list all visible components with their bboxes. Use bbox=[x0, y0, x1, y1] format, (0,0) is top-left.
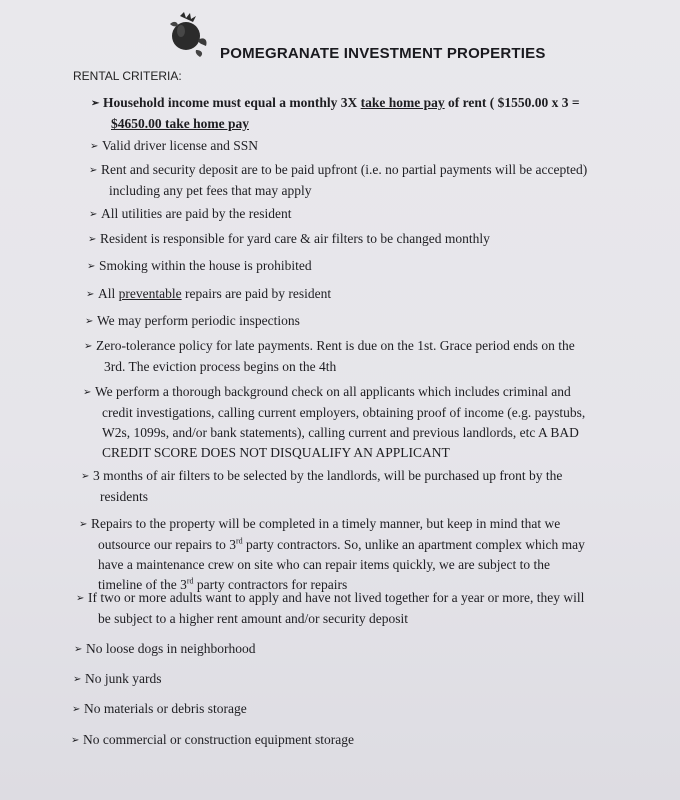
criteria-item: ➢ Rent and security deposit are to be paid upfront (i.e. no partial payments will be accepted) including any pet fees that may apply bbox=[89, 162, 588, 198]
bullet-arrow-icon: ➢ bbox=[89, 165, 98, 176]
criteria-item: ➢ All preventable repairs are paid by resident bbox=[86, 284, 331, 305]
page-title: POMEGRANATE INVESTMENT PROPERTIES bbox=[220, 45, 546, 62]
bullet-arrow-icon: ➢ bbox=[89, 209, 98, 220]
criteria-item: ➢ All utilities are paid by the resident bbox=[89, 204, 291, 225]
criteria-item: ➢ We perform a thorough background check on all applicants which includes criminal and credit investigations, calling current employers, obtaining proof of income (e.g. paystubs, W2s, 1099s, and/or bank statements), calling current and previous landlords, etc A BAD CREDIT SCORE DOES NOT DISQUALIFY AN APPLICANT bbox=[83, 384, 586, 460]
bullet-arrow-icon: ➢ bbox=[86, 289, 95, 300]
bullet-arrow-icon: ➢ bbox=[91, 98, 100, 109]
bullet-arrow-icon: ➢ bbox=[85, 316, 94, 327]
criteria-item: ➢ We may perform periodic inspections bbox=[85, 311, 300, 332]
bullet-arrow-icon: ➢ bbox=[88, 234, 97, 245]
criteria-item: ➢ Valid driver license and SSN bbox=[90, 136, 258, 157]
criteria-item: ➢ No commercial or construction equipment storage bbox=[71, 730, 354, 751]
bullet-arrow-icon: ➢ bbox=[79, 519, 88, 530]
section-heading: RENTAL CRITERIA: bbox=[73, 69, 182, 83]
bullet-arrow-icon: ➢ bbox=[76, 593, 85, 604]
criteria-item: ➢ If two or more adults want to apply and have not lived together for a year or more, they will be subject to a higher rent amount and/or security deposit bbox=[76, 590, 585, 626]
criteria-item: ➢ No loose dogs in neighborhood bbox=[74, 639, 256, 660]
criteria-item: ➢ Repairs to the property will be completed in a timely manner, but keep in mind that we outsource our repairs to 3rd party contractors. So, unlike an apartment complex which may have a maintenance crew on site who can repair items quickly, we are subject to the timeline of the 3rd party contractors for repairs bbox=[79, 516, 585, 592]
criteria-item: ➢ 3 months of air filters to be selected by the landlords, will be purchased up front by the residents bbox=[81, 468, 563, 504]
criteria-item: ➢ No materials or debris storage bbox=[72, 699, 247, 720]
pomegranate-icon bbox=[166, 10, 210, 60]
criteria-item: ➢ Zero-tolerance policy for late payments. Rent is due on the 1st. Grace period ends on the 3rd. The eviction process begins on the 4th bbox=[84, 338, 575, 374]
bullet-arrow-icon: ➢ bbox=[84, 341, 93, 352]
criteria-item: ➢ Resident is responsible for yard care & air filters to be changed monthly bbox=[88, 229, 490, 250]
criteria-item: ➢ Smoking within the house is prohibited bbox=[87, 256, 312, 277]
bullet-arrow-icon: ➢ bbox=[74, 644, 83, 655]
bullet-arrow-icon: ➢ bbox=[87, 261, 96, 272]
bullet-arrow-icon: ➢ bbox=[71, 735, 80, 746]
bullet-arrow-icon: ➢ bbox=[90, 141, 99, 152]
bullet-arrow-icon: ➢ bbox=[73, 674, 82, 685]
bullet-arrow-icon: ➢ bbox=[72, 704, 81, 715]
bullet-arrow-icon: ➢ bbox=[81, 471, 90, 482]
bullet-arrow-icon: ➢ bbox=[83, 387, 92, 398]
criteria-item: ➢ No junk yards bbox=[73, 669, 162, 690]
criteria-item: ➢ Household income must equal a monthly 3X take home pay of rent ( $1550.00 x 3 = $4650.00 take home pay bbox=[91, 95, 580, 131]
